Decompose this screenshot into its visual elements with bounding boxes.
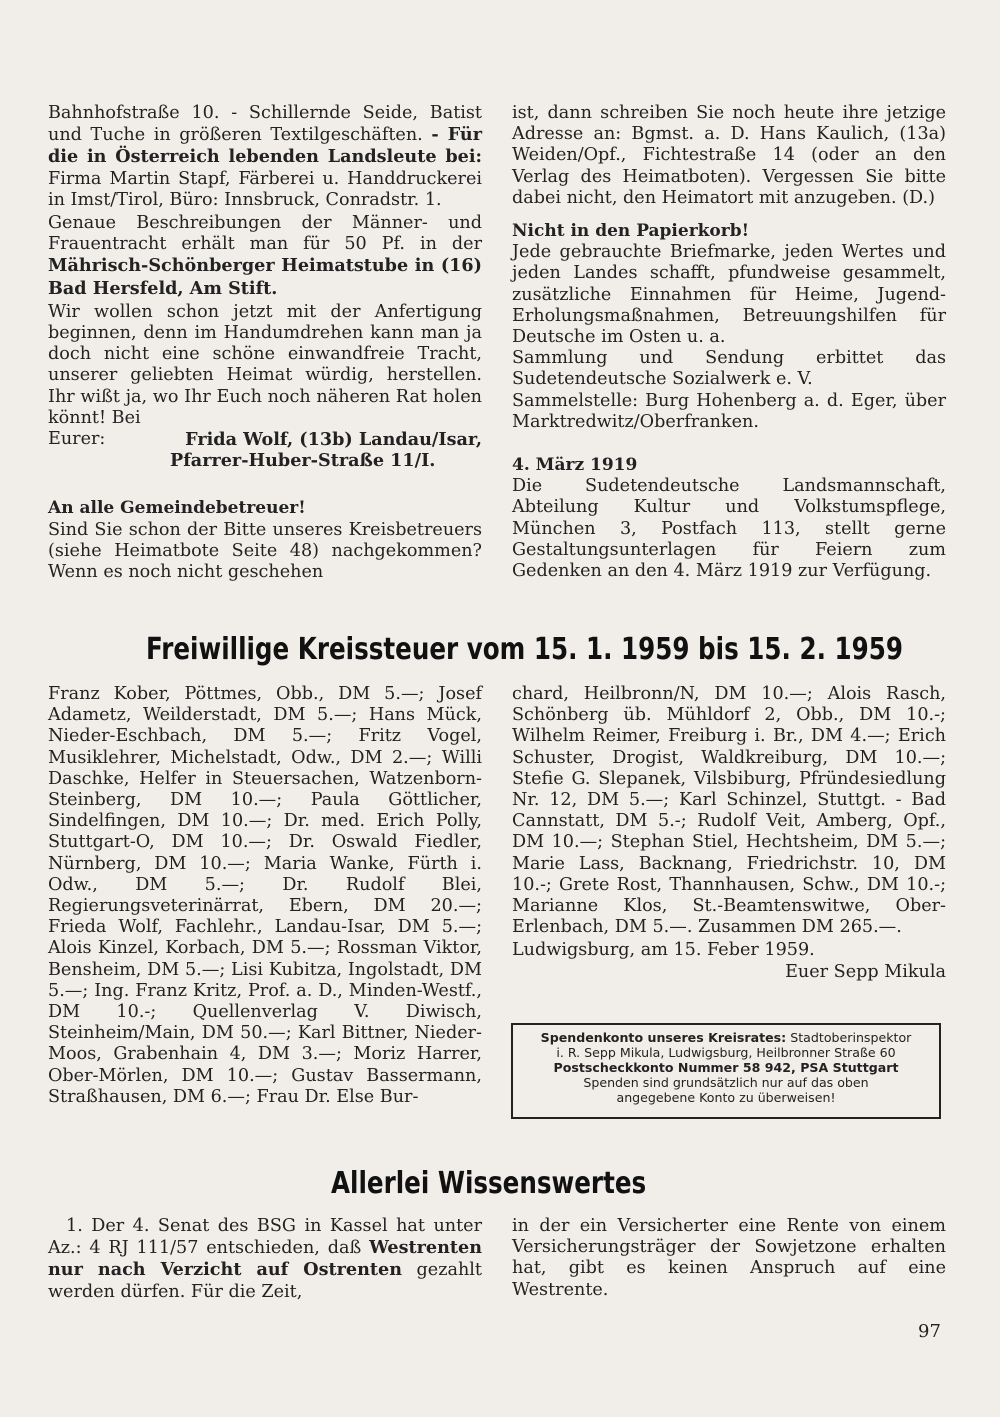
donor-list: chard, Heilbronn/N, DM 10.—; Alois Rasch, Schönberg üb. Mühldorf 2, Obb., DM 10.-; Wilhelm Reimer, Freiburg i. Br., DM 4.—; Erich Schuster, Drogist, Waldkreiburg, DM 10.—; Stefie G. Slepanek, Vilsbiburg, Pfründesiedlung Nr. 12, DM 5.—; Karl Schinzel, Stuttgt. - Bad Cannstatt, DM 5.-; Rudolf Veit, Amberg, Opf., DM 10.—; Stephan Stiel, Hechtsheim, DM 5.—; Marie Lass, Backnang, Friedrichstr. 10, DM 10.-; Grete Rost, Thannhausen, Schw., DM 10.-; Marianne Klos, St.-Beamtenswitwe, Ober-Erlenbach, DM 5.—. Zusammen DM 265.—. <box>512 684 946 938</box>
box-line: Spenden sind grundsätzlich nur auf das oben angegebene Konto zu überweisen! <box>583 1075 869 1105</box>
top-right-column <box>512 103 946 582</box>
bold-text: Westrenten nur nach Verzicht auf Ostrenten <box>48 1237 483 1281</box>
section-heading: Nicht in den Papierkorb! <box>512 221 750 242</box>
signature: Euer Sepp Mikula <box>785 961 946 982</box>
article-paragraph: Sammlung und Sendung erbittet das Sudetendeutsche Sozialwerk e. V. <box>512 348 946 390</box>
bottom-right-column <box>512 1216 946 1301</box>
article-paragraph: 1. Der 4. Senat des BSG in Kassel hat unter Az.: 4 RJ 111/57 entschieden, daß Westrenten nur nach Verzicht auf Ostrenten gezahlt werden dürfen. Für die Zeit, <box>48 1216 483 1302</box>
page-number: 97 <box>918 1321 941 1342</box>
donor-list: Franz Kober, Pöttmes, Obb., DM 5.—; Josef Adametz, Weilderstadt, DM 5.—; Hans Mück, Nieder-Eschbach, DM 5.—; Fritz Vogel, Musiklehrer, Michelstadt, Odw., DM 2.—; Willi Daschke, Helfer in Steuersachen, Watzenborn-Steinberg, DM 10.—; Paula Göttlicher, Sindelfingen, DM 10.—; Dr. med. Erich Polly, Stuttgart-O, DM 10.—; Dr. Oswald Fiedler, Nürnberg, DM 10.—; Maria Wanke, Fürth i. Odw., DM 5.—; Dr. Rudolf Blei, Regierungsveterinärrat, Ebern, DM 20.—; Frieda Wolf, Fachlehr., Landau-Isar, DM 5.—; Alois Kinzel, Korbach, DM 5.—; Rossman Viktor, Bensheim, DM 5.—; Lisi Kubitza, Ingolstadt, DM 5.—; Ing. Franz Kritz, Prof. a. D., Minden-Westf., DM 10.-; Quellenverlag V. Diwisch, Steinheim/Main, DM 50.—; Karl Bittner, Nieder-Moos, Grabenhain 4, DM 3.—; Moriz Harrer, Ober-Mörlen, DM 10.—; Gustav Bassermann, Straßhausen, DM 6.—; Frau Dr. Else Bur- <box>48 684 482 1107</box>
bold-text: - Für die in Österreich lebenden Landsleute bei: <box>48 124 482 168</box>
article-paragraph: Sind Sie schon der Bitte unseres Kreisbetreuers (siehe Heimatbote Seite 48) nachgekommen? Wenn es noch nicht geschehen <box>48 519 482 583</box>
article-paragraph: Bahnhofstraße 10. - Schillernde Seide, Batist und Tuche in größeren Textilgeschäften. - Für die in Österreich lebenden Landsleute bei: Firma Martin Stapf, Färberei u. Handdruckerei in Imst/Tirol, Büro: Innsbruck, Conradstr. 1. <box>48 103 482 210</box>
bottom-left-column <box>48 1216 482 1303</box>
bold-text: Mährisch-Schönberger Heimatstube in (16) Bad Hersfeld, Am Stift. <box>48 255 482 299</box>
article-paragraph: Die Sudetendeutsche Landsmannschaft, Abteilung Kultur und Volkstumspflege, München 3, Postfach 113, stellt gerne Gestaltungsunterlagen für Feiern zum Gedenken an den 4. März 1919 zur Verfügung. <box>512 476 946 582</box>
section-heading: An alle Gemeindebetreuer! <box>48 498 306 519</box>
donation-account-box <box>511 1023 941 1119</box>
article-paragraph: in der ein Versicherter eine Rente von einem Versicherungsträger der Sowjetzone erhalten hat, gibt es keinen Anspruch auf eine Westrente. <box>512 1216 946 1300</box>
box-line: i. R. Sepp Mikula, Ludwigsburg, Heilbronner Straße 60 <box>556 1045 896 1060</box>
contact-name: Frida Wolf, (13b) Landau/Isar, <box>185 429 482 451</box>
box-line: Spendenkonto unseres Kreisrates: Stadtoberinspektor <box>540 1030 912 1045</box>
contact-address: Pfarrer-Huber-Straße 11/I. <box>170 450 436 472</box>
headline-kreissteuer: Freiwillige Kreissteuer vom 15. 1. 1959 bis 15. 2. 1959 <box>146 632 903 667</box>
article-paragraph: Jede gebrauchte Briefmarke, jeden Wertes und jeden Landes schafft, pfundweise gesammelt, zusätzliche Einnahmen für Heime, Jugend-Erholungsmaßnahmen, Betreuungshilfen für Deutsche im Osten u. a. <box>512 242 946 348</box>
contact-line: Eurer: Frida Wolf, (13b) Landau/Isar, <box>48 429 482 451</box>
article-paragraph: Wir wollen schon jetzt mit der Anfertigung beginnen, denn im Handumdrehen kann man ja doch nicht eine schöne einwandfreie Tracht, unserer geliebten Heimat würdig, herstellen. Ihr wißt ja, wo Ihr Euch noch näheren Rat holen könnt! Bei <box>48 301 482 428</box>
article-paragraph: ist, dann schreiben Sie noch heute ihre jetzige Adresse an: Bgmst. a. D. Hans Kaulich, (13a) Weiden/Opf., Fichtestraße 14 (oder an den Verlag des Heimatboten). Vergessen Sie bitte dabei nicht, den Heimatort mit anzugeben. (D.) <box>512 103 946 208</box>
box-line: Postscheckkonto Nummer 58 942, PSA Stuttgart <box>553 1060 899 1075</box>
top-left-column <box>48 103 482 583</box>
donor-list-left <box>48 684 482 1108</box>
article-paragraph: Sammelstelle: Burg Hohenberg a. d. Eger, über Marktredwitz/Oberfranken. <box>512 390 946 432</box>
date-line: Ludwigsburg, am 15. Feber 1959. <box>512 940 815 961</box>
article-paragraph: Genaue Beschreibungen der Männer- und Frauentracht erhält man für 50 Pf. in der Mährisch-Schönberger Heimatstube in (16) Bad Hersfeld, Am Stift. <box>48 213 482 299</box>
donor-list-right <box>512 684 946 983</box>
headline-wissenswertes: Allerlei Wissenswertes <box>331 1166 647 1201</box>
section-heading: 4. März 1919 <box>512 455 638 476</box>
